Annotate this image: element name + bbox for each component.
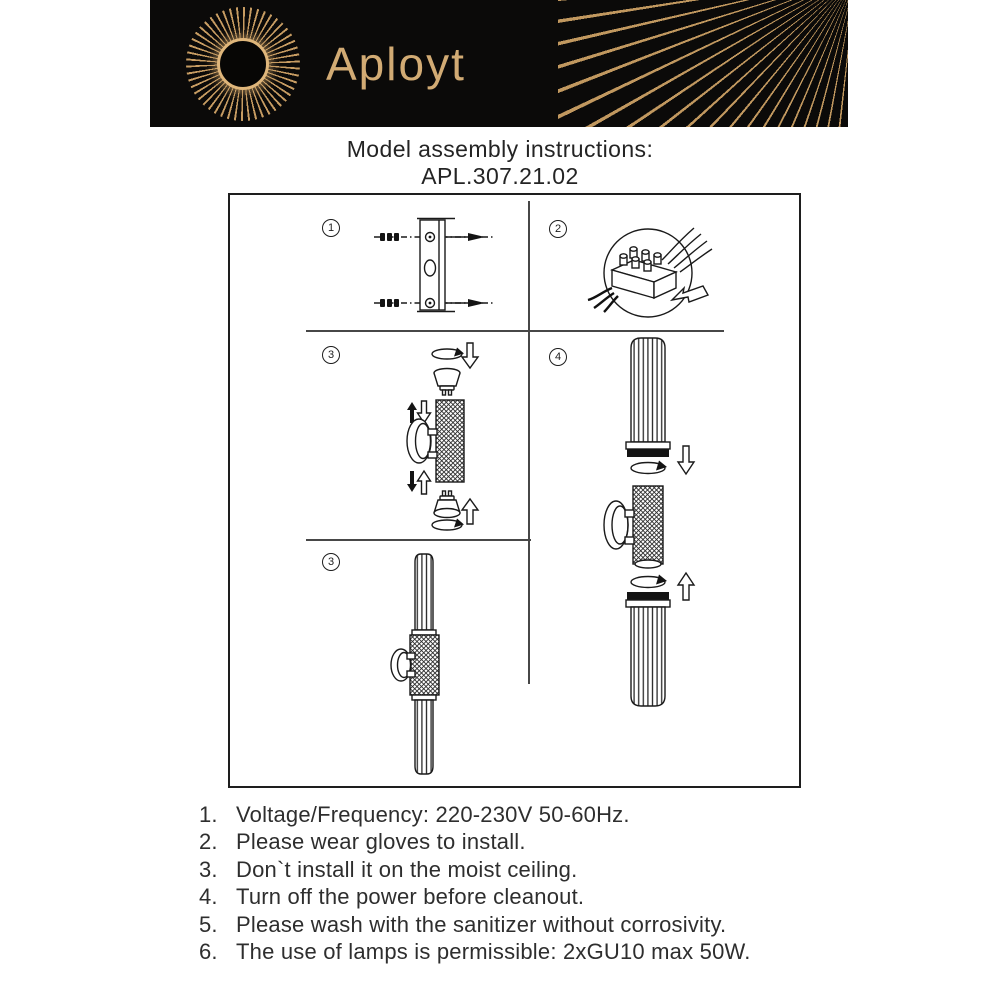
- instruction-number: 6.: [199, 939, 218, 965]
- instruction-number: 4.: [199, 884, 218, 910]
- ribbed-tube: [415, 700, 433, 774]
- page-title: Model assembly instructions:: [346, 136, 654, 162]
- instruction-text: The use of lamps is permissible: 2xGU10 max 50W.: [236, 939, 751, 965]
- instruction-item: [199, 856, 879, 883]
- brand-banner: [150, 0, 848, 127]
- instruction-item: [199, 883, 879, 910]
- sunburst-logo-center: [217, 38, 269, 90]
- mesh-body: [633, 486, 663, 564]
- step-badge-5: 3: [322, 553, 340, 571]
- down-arrow-icon: [462, 343, 478, 368]
- step-badge-3: 3: [322, 346, 340, 364]
- rotate-arrow-icon: [432, 519, 464, 531]
- ribbed-tube: [631, 607, 665, 706]
- heading-block: [0, 136, 1000, 189]
- step-badge-1: 1: [322, 219, 340, 237]
- gu10-bulb-icon: [434, 369, 460, 396]
- model-number: APL.307.21.02: [421, 163, 579, 189]
- insert-arrow-icon: [672, 286, 708, 302]
- down-arrow-small-icon: [407, 471, 417, 492]
- brand-name: Aployt: [326, 37, 466, 90]
- instruction-number: 5.: [199, 911, 218, 937]
- instructions-list: [199, 801, 879, 965]
- wiring-terminal-diagram: [526, 200, 794, 325]
- instruction-text: Turn off the power before cleanout.: [236, 884, 585, 910]
- rotate-arrow-icon: [631, 575, 667, 588]
- step-badge-2: 2: [549, 220, 567, 238]
- rotate-arrow-icon: [432, 348, 464, 360]
- screw-icon: [446, 233, 485, 307]
- ribbed-tube: [415, 554, 433, 630]
- wall-canopy-icon: [407, 419, 437, 463]
- mesh-body: [410, 635, 439, 695]
- wall-canopy-icon: [391, 649, 415, 681]
- wall-canopy-icon: [604, 501, 634, 549]
- sunburst-logo-icon: [186, 7, 300, 121]
- assembled-lamp-diagram: [300, 538, 528, 780]
- mesh-body: [436, 400, 464, 482]
- down-arrow-icon: [678, 446, 694, 474]
- rays-decoration-icon: [558, 0, 848, 127]
- instruction-item: [199, 828, 879, 855]
- rotate-arrow-icon: [631, 461, 667, 474]
- instruction-item: [199, 801, 879, 828]
- step-badge-4: 4: [549, 348, 567, 366]
- instruction-text: Voltage/Frequency: 220-230V 50-60Hz.: [236, 802, 630, 827]
- up-arrow-small-icon: [418, 471, 431, 494]
- instruction-item: [199, 911, 879, 938]
- instruction-text: Please wash with the sanitizer without corrosivity.: [236, 911, 727, 937]
- wall-anchor-icon: [380, 233, 399, 307]
- mounting-plate-diagram: [300, 200, 528, 325]
- ribbed-tube: [631, 338, 665, 442]
- instruction-item: [199, 938, 879, 965]
- instruction-text: Don`t install it on the moist ceiling.: [236, 856, 578, 882]
- up-arrow-icon: [462, 499, 478, 524]
- instruction-number: 2.: [199, 829, 218, 855]
- instruction-number: 1.: [199, 802, 218, 827]
- instruction-number: 3.: [199, 856, 218, 882]
- up-arrow-icon: [678, 573, 694, 600]
- gu10-bulb-icon: [434, 491, 460, 518]
- diffuser-install-diagram: [526, 328, 794, 778]
- instruction-text: Please wear gloves to install.: [236, 829, 526, 855]
- assembly-diagram-box: [228, 193, 801, 788]
- stripped-wires: [588, 288, 618, 312]
- bulb-install-diagram: [300, 328, 528, 538]
